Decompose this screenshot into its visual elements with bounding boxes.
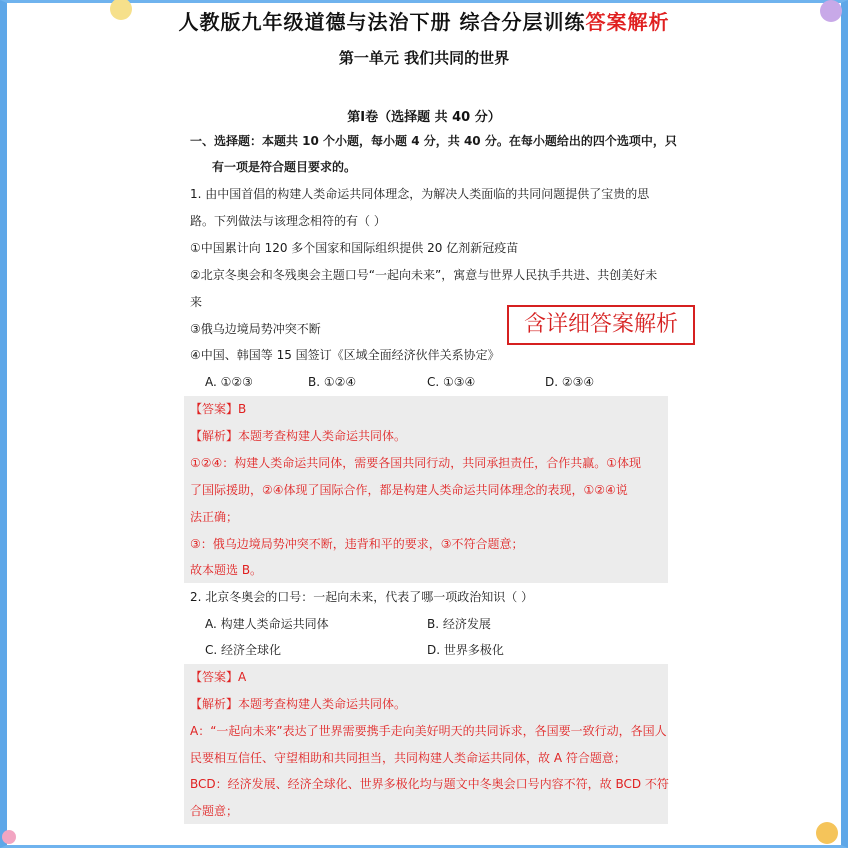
instructions-line: 一、选择题：本题共 10 个小题，每小题 4 分，共 40 分。在每小题给出的四个选项中，只 <box>190 134 677 148</box>
option-d: D. 世界多极化 <box>427 643 504 657</box>
section-title: 第I卷（选择题 共 40 分） <box>347 110 501 125</box>
statement-item: ③俄乌边境局势冲突不断 <box>190 322 321 336</box>
option-a: A. ①②③ <box>205 375 253 389</box>
analysis-label: 【解析】本题考查构建人类命运共同体。 <box>190 429 407 443</box>
option-b: B. ①②④ <box>308 375 357 389</box>
analysis-text: A：“一起向未来”表达了世界需要携手走向美好明天的共同诉求，各国要一致行动，各国人 <box>190 724 667 738</box>
analysis-text: 合题意； <box>190 804 239 818</box>
answer-label: 【答案】A <box>190 670 247 684</box>
statement-item: ④中国、韩国等 15 国签订《区域全面经济伙伴关系协定》 <box>190 348 500 362</box>
option-b: B. 经济发展 <box>427 617 491 631</box>
analysis-text: BCD：经济发展、经济全球化、世界多极化均与题文中冬奥会口号内容不符，故 BCD 不符 <box>190 777 669 791</box>
option-a: A. 构建人类命运共同体 <box>205 617 329 631</box>
statement-item: ①中国累计向 120 多个国家和国际组织提供 20 亿剂新冠疫苗 <box>190 241 519 255</box>
instructions-line: 有一项是符合题目要求的。 <box>212 160 357 174</box>
analysis-text: 法正确； <box>190 510 239 524</box>
option-d: D. ②③④ <box>545 375 595 389</box>
question-stem: 2. 北京冬奥会的口号：一起向未来，代表了哪一项政治知识（ ） <box>190 590 534 604</box>
analysis-text: ①②④：构建人类命运共同体，需要各国共同行动，共同承担责任，合作共赢。①体现 <box>190 456 642 470</box>
title-highlight: 答案解析 <box>585 10 670 34</box>
analysis-text: 故本题选 B。 <box>190 563 263 577</box>
analysis-text: 民要相互信任、守望相助和共同担当，共同构建人类命运共同体，故 A 符合题意； <box>190 751 626 765</box>
statement-item: 来 <box>190 295 203 309</box>
analysis-text: 了国际援助，②④体现了国际合作，都是构建人类命运共同体理念的表现，①②④说 <box>190 483 628 497</box>
answer-label: 【答案】B <box>190 402 247 416</box>
question-stem: 1. 由中国首倡的构建人类命运共同体理念，为解决人类面临的共同问题提供了宝贵的思 <box>190 187 650 201</box>
title-main: 人教版九年级道德与法治下册 综合分层训练 <box>178 10 586 34</box>
analysis-text: ③：俄乌边境局势冲突不断，违背和平的要求，③不符合题意； <box>190 537 524 551</box>
document-title <box>0 6 848 35</box>
option-c: C. ①③④ <box>427 375 476 389</box>
option-c: C. 经济全球化 <box>205 643 282 657</box>
statement-item: ②北京冬奥会和冬残奥会主题口号“一起向未来”，寓意与世界人民执手共进、共创美好未 <box>190 268 658 282</box>
answer-stamp: 含详细答案解析 <box>507 305 695 345</box>
question-stem: 路。下列做法与该理念相符的有（ ） <box>190 214 386 228</box>
unit-title: 第一单元 我们共同的世界 <box>338 49 510 67</box>
analysis-label: 【解析】本题考查构建人类命运共同体。 <box>190 697 407 711</box>
answer-box <box>184 664 668 824</box>
